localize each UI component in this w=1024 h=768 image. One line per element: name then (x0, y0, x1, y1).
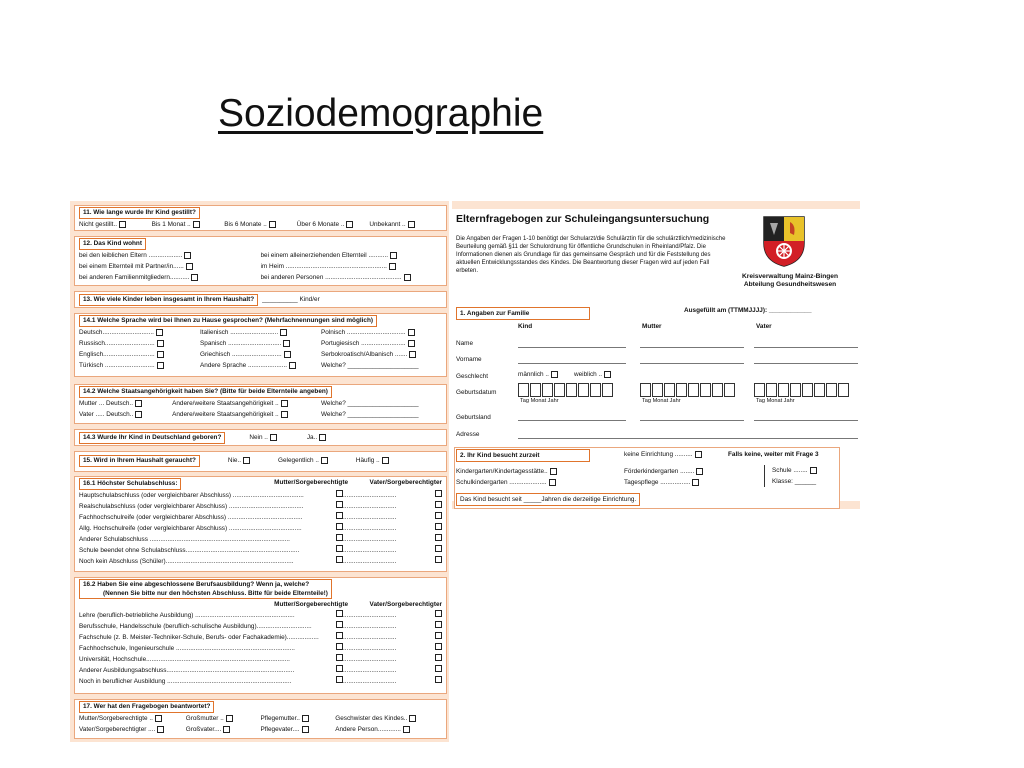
checkbox-mother[interactable] (336, 534, 343, 541)
training-row: Fachhochschule, Ingenieurschule ................................................................... (79, 645, 295, 652)
column-header-mother: Mutter (642, 323, 662, 330)
section-heading: 14.2 Welche Staatsangehörigkeit haben Sie? (Bitte für beide Elternteile angeben) (79, 386, 332, 398)
checkbox[interactable] (281, 411, 288, 418)
mother-first-name-field[interactable] (640, 363, 744, 364)
training-row: Anderer Ausbildungsabschluss........................................................................ (79, 667, 295, 674)
option[interactable]: bei einem Elternteil mit Partner/in...... (79, 261, 261, 272)
checkbox[interactable] (186, 263, 193, 270)
checkbox[interactable] (549, 479, 556, 486)
checkbox[interactable] (284, 351, 291, 358)
checkbox[interactable] (270, 434, 277, 441)
authority-label: Kreisverwaltung Mainz-Bingen Abteilung Gesundheitswesen (742, 273, 838, 288)
checkbox[interactable] (404, 274, 411, 281)
checkbox-father[interactable] (435, 523, 442, 530)
date-parts-label: Tag Monat Jahr (520, 398, 559, 404)
checkbox[interactable] (409, 715, 416, 722)
section-heading: 16.1 Höchster Schulabschluss: (79, 478, 181, 490)
option[interactable]: Deutsch............................. (79, 327, 200, 338)
school-row: Noch kein Abschluss (Schüler)........................................................................ (79, 558, 294, 565)
checkbox-father[interactable] (435, 610, 442, 617)
row-label-birth-country: Geburtsland (456, 414, 491, 421)
checkbox[interactable] (696, 468, 703, 475)
option-support-kindergarten[interactable]: Förderkindergarten ........ (624, 466, 703, 477)
section-17 (74, 699, 447, 739)
checkbox-mother[interactable] (336, 632, 343, 639)
checkbox[interactable] (382, 457, 389, 464)
checkbox[interactable] (346, 221, 353, 228)
checkbox[interactable] (810, 467, 817, 474)
checkbox[interactable] (157, 362, 164, 369)
section-14-3 (74, 429, 447, 446)
checkbox-father[interactable] (435, 632, 442, 639)
checkbox[interactable] (155, 715, 162, 722)
father-birth-country-field[interactable] (754, 420, 858, 421)
slide-title: Soziodemographie (218, 92, 544, 135)
training-row: Universität, Hochschule................................................................................. (79, 656, 290, 663)
section-heading: 15. Wird in Ihrem Haushalt geraucht? (79, 455, 200, 467)
option[interactable]: Pflegemutter.. (261, 713, 336, 724)
checkbox[interactable] (157, 726, 164, 733)
option[interactable]: Spanisch .............................. (200, 338, 321, 349)
section-12 (74, 236, 447, 286)
checkbox[interactable] (243, 457, 250, 464)
date-parts-label: Tag Monat Jahr (756, 398, 795, 404)
checkbox-father[interactable] (435, 545, 442, 552)
option[interactable]: Über 6 Monate .. (297, 219, 370, 230)
column-header-child: Kind (518, 323, 533, 330)
checkbox[interactable] (409, 351, 416, 358)
checkbox[interactable] (408, 329, 415, 336)
section-heading: 14.3 Wurde Ihr Kind in Deutschland geboren? (79, 432, 225, 444)
option[interactable]: Vater/Sorgeberechtigter .... (79, 724, 186, 735)
checkbox[interactable] (408, 340, 415, 347)
option[interactable]: Andere/weitere Staatsangehörigkeit .. (172, 398, 321, 409)
checkbox[interactable] (321, 457, 328, 464)
column-header-father: Vater/Sorgeberechtigter (369, 601, 442, 608)
option[interactable]: Häufig .. (356, 455, 389, 467)
checkbox[interactable] (135, 411, 142, 418)
section-heading: 13. Wie viele Kinder leben insgesamt in Ihrem Haushalt? (79, 294, 258, 306)
option[interactable]: Großmutter .. (186, 713, 261, 724)
option[interactable]: Russisch............................ (79, 338, 200, 349)
option[interactable]: Serbokroatisch/Albanisch ....... (321, 349, 442, 360)
option[interactable]: Türkisch ............................ (79, 360, 200, 371)
children-count-field[interactable]: __________ Kind/er (262, 296, 320, 303)
option[interactable]: Nein .. (249, 432, 276, 444)
section-11 (74, 205, 447, 231)
option[interactable]: Gelegentlich .. (278, 455, 328, 467)
checkbox[interactable] (319, 434, 326, 441)
option-kindergarten[interactable]: Kindergarten/Kindertagesstätte.. (456, 466, 557, 477)
skip-note: Falls keine, weiter mit Frage 3 (728, 451, 819, 458)
option-day-care[interactable]: Tagespflege ................. (624, 477, 699, 488)
column-header-father: Vater (756, 323, 772, 330)
school-row: Fachhochschulreife (oder vergleichbarer Abschluss) .......................................... (79, 514, 303, 521)
row-label-name: Name (456, 340, 474, 347)
option[interactable]: Großvater.... (186, 724, 261, 735)
checkbox[interactable] (390, 252, 397, 259)
row-label-gender: Geschlecht (456, 373, 488, 380)
checkbox-mother[interactable] (336, 523, 343, 530)
column-header-mother: Mutter/Sorgeberechtigte (274, 479, 348, 486)
training-row: Fachschule (z. B. Meister-Techniker-Schule, Berufs- oder Fachakademie).................. (79, 634, 319, 641)
section-14-2 (74, 384, 447, 424)
option[interactable]: Mutter/Sorgeberechtigte .. (79, 713, 186, 724)
checkbox-mother[interactable] (336, 490, 343, 497)
checkbox[interactable] (157, 340, 164, 347)
class-field[interactable]: Klasse: ______ (772, 478, 817, 485)
checkbox-mother[interactable] (336, 556, 343, 563)
option[interactable]: Unbekannt .. (369, 219, 442, 230)
checkbox[interactable] (550, 468, 557, 475)
checkbox-father[interactable] (435, 534, 442, 541)
checkbox[interactable] (403, 726, 410, 733)
row-label-address: Adresse (456, 431, 480, 438)
address-field[interactable] (518, 438, 858, 439)
mother-name-field[interactable] (640, 347, 744, 348)
checkbox-mother[interactable] (336, 610, 343, 617)
section-16-2: 16.2 Haben Sie eine abgeschlossene Berufsausbildung? Wenn ja, welche? (Nennen Sie bitte nur den höchsten Abschluss. Bitte für beide Elternteile!) Mutter/Sorgeberechtigte Vater/Sorgeberechtigter Lehre (beruflich-betriebliche Ausbildung) ........................................................ .............................. Berufsschule, Handelsschule (beruflich-schulische Ausbildung)............................... .............................. Fachschule (z. B. Meister-Techniker-Schule, Berufs- oder Fachakademie).................. .............................. Fachhochschule, Ingenieurschule ................................................................... .............................. Universität, Hochschule................................................................................. .............................. Anderer Ausbildungsabschluss........................................................................ .............................. Noch in beruflicher Ausbildung ...................................................................... .............................. (74, 577, 447, 694)
row-label-first-name: Vorname (456, 356, 482, 363)
father-first-name-field[interactable] (754, 363, 858, 364)
other-language-field[interactable]: Welche? ____________________ (321, 362, 419, 369)
section-heading: 1. Angaben zur Familie (456, 307, 590, 320)
option[interactable]: Ja.. (307, 432, 326, 444)
nationality-field[interactable]: Welche? ____________________ (321, 411, 419, 418)
option[interactable]: bei anderen Familienmitgliedern........... (79, 272, 261, 283)
checkbox-father[interactable] (435, 654, 442, 661)
questionnaire-page-right (452, 201, 860, 509)
form-intro: Die Angaben der Fragen 1-10 benötigt der Schularzt/die Schulärztin für die schulärztlich/medizinische Beurteilung gemäß §11 der Schulordnung für öffentliche Grundschulen in Rheinland/Pfalz. Die Informationen dienen als Grundlage für das gemeinsame Gespräch und für die Feststellung des aktuellen Entwicklungsstandes des Kindes. Die Beantwortung dieser Fragen wird auf jeden Fall erbeten. (456, 236, 726, 275)
child-birth-country-field[interactable] (518, 420, 626, 421)
checkbox[interactable] (695, 451, 702, 458)
school-row: Hauptschulabschluss (oder vergleichbarer Abschluss) ........................................ (79, 492, 304, 499)
section-14-1 (74, 313, 447, 377)
checkbox[interactable] (226, 715, 233, 722)
section-13 (74, 291, 447, 308)
school-row: Realschulabschluss (oder vergleichbarer Abschluss) .......................................... (79, 503, 304, 510)
divider (764, 465, 765, 487)
row-label-birthdate: Geburtsdatum (456, 389, 497, 396)
checkbox-father[interactable] (435, 501, 442, 508)
section-16-1: 16.1 Höchster Schulabschluss: Mutter/Sorgeberechtigte Vater/Sorgeberechtigter Hauptschulabschluss (oder vergleichbarer Abschluss) ........................................ .............................. Realschulabschluss (oder vergleichbarer Abschluss) .......................................... .............................. Fachhochschulreife (oder vergleichbarer Abschluss) .......................................... .............................. Allg. Hochschulreife (oder vergleichbarer Abschluss) ......................................... .............................. Anderer Schulabschluss ............................................................................... .............................. Schule beendet ohne Schulabschluss................................................................ .............................. Noch kein Abschluss (Schüler)........................................................................ .............................. (74, 476, 447, 572)
option[interactable]: Vater ..... Deutsch.. (79, 409, 172, 420)
option-school[interactable]: Schule ........ (772, 465, 817, 476)
option[interactable]: Bis 1 Monat .. (152, 219, 225, 230)
checkbox-father[interactable] (435, 490, 442, 497)
column-header-father: Vater/Sorgeberechtigter (369, 479, 442, 486)
option[interactable]: Nie.. (228, 455, 250, 467)
option[interactable]: Pflegevater.... (261, 724, 336, 735)
mother-birth-country-field[interactable] (640, 420, 744, 421)
checkbox[interactable] (551, 371, 558, 378)
father-name-field[interactable] (754, 347, 858, 348)
section-heading: 17. Wer hat den Fragebogen beantwortet? (79, 701, 214, 713)
school-row: Allg. Hochschulreife (oder vergleichbarer Abschluss) ......................................... (79, 525, 302, 532)
checkbox[interactable] (157, 351, 164, 358)
option-none[interactable]: keine Einrichtung .......... (624, 449, 702, 460)
checkbox-mother[interactable] (336, 676, 343, 683)
section-note: (Nennen Sie bitte nur den höchsten Abschluss. Bitte für beide Elternteile!) (103, 590, 328, 597)
filled-date-field[interactable]: Ausgefüllt am (TTMMJJJJ): ____________ (684, 307, 812, 314)
form-title: Elternfragebogen zur Schuleingangsuntersuchung (456, 213, 710, 225)
checkbox-mother[interactable] (336, 621, 343, 628)
school-row: Anderer Schulabschluss ............................................................................... (79, 536, 290, 543)
checkbox-father[interactable] (435, 676, 442, 683)
option[interactable]: Griechisch ............................ (200, 349, 321, 360)
option[interactable]: Andere/weitere Staatsangehörigkeit .. (172, 409, 321, 420)
gender-female-option[interactable]: weiblich .. (574, 369, 611, 380)
checkbox-father[interactable] (435, 621, 442, 628)
date-parts-label: Tag Monat Jahr (642, 398, 681, 404)
checkbox[interactable] (408, 221, 415, 228)
option[interactable]: Englisch............................. (79, 349, 200, 360)
checkbox[interactable] (193, 221, 200, 228)
training-row: Noch in beruflicher Ausbildung ...................................................................... (79, 678, 292, 685)
option[interactable]: im Heim ......................................................... (261, 261, 443, 272)
checkbox[interactable] (281, 400, 288, 407)
child-name-field[interactable] (518, 347, 626, 348)
checkbox[interactable] (302, 715, 309, 722)
option[interactable]: Andere Sprache ...................... (200, 360, 321, 371)
option[interactable]: Mutter ... Deutsch.. (79, 398, 172, 409)
nationality-field[interactable]: Welche? ____________________ (321, 400, 419, 407)
checkbox-mother[interactable] (336, 654, 343, 661)
checkbox[interactable] (283, 340, 290, 347)
checkbox-mother[interactable] (336, 665, 343, 672)
checkbox[interactable] (191, 274, 198, 281)
option[interactable]: Geschwister des Kindes.. (335, 713, 442, 724)
checkbox-mother[interactable] (336, 643, 343, 650)
checkbox[interactable] (389, 263, 396, 270)
checkbox[interactable] (302, 726, 309, 733)
option[interactable]: bei den leiblichen Eltern ................... (79, 250, 261, 261)
child-first-name-field[interactable] (518, 363, 626, 364)
section-heading: 12. Das Kind wohnt (79, 238, 146, 250)
option-school-kindergarten[interactable]: Schulkindergarten ..................... (456, 477, 556, 488)
checkbox-father[interactable] (435, 665, 442, 672)
section-heading: 14.1 Welche Sprache wird bei Ihnen zu Hause gesprochen? (Mehrfachnennungen sind möglich) (79, 315, 377, 327)
option[interactable]: bei einem alleinerziehenden Elternteil ........... (261, 250, 443, 261)
checkbox-mother[interactable] (336, 545, 343, 552)
option[interactable]: Polnisch ................................. (321, 327, 442, 338)
checkbox[interactable] (280, 329, 287, 336)
checkbox[interactable] (289, 362, 296, 369)
checkbox[interactable] (119, 221, 126, 228)
option[interactable]: Bis 6 Monate .. (224, 219, 297, 230)
checkbox-mother[interactable] (336, 501, 343, 508)
column-header-mother: Mutter/Sorgeberechtigte (274, 601, 348, 608)
training-row: Lehre (beruflich-betriebliche Ausbildung) ........................................................ (79, 612, 295, 619)
option[interactable]: Portugiesisch ......................... (321, 338, 442, 349)
checkbox[interactable] (269, 221, 276, 228)
checkbox[interactable] (604, 371, 611, 378)
section-heading: 2. Ihr Kind besucht zurzeit (456, 449, 590, 462)
option[interactable]: Italienisch ........................... (200, 327, 321, 338)
coat-of-arms-icon (762, 213, 806, 267)
questionnaire-page-left (70, 201, 449, 742)
checkbox-mother[interactable] (336, 512, 343, 519)
checkbox[interactable] (223, 726, 230, 733)
school-row: Schule beendet ohne Schulabschluss................................................................ (79, 547, 300, 554)
attendance-years-field[interactable]: Das Kind besucht seit _____Jahren die derzeitige Einrichtung. (456, 493, 640, 506)
section-15 (74, 451, 447, 472)
checkbox[interactable] (156, 329, 163, 336)
checkbox[interactable] (692, 479, 699, 486)
checkbox-father[interactable] (435, 556, 442, 563)
option[interactable]: Andere Person............. (335, 724, 442, 735)
section-heading: 16.2 Haben Sie eine abgeschlossene Berufsausbildung? Wenn ja, welche? (Nennen Sie bitte nur den höchsten Abschluss. Bitte für beide Elternteile!) (79, 579, 332, 599)
training-row: Berufsschule, Handelsschule (beruflich-schulische Ausbildung)............................... (79, 623, 312, 630)
gender-male-option[interactable]: männlich .. (518, 369, 558, 380)
section-heading: 11. Wie lange wurde Ihr Kind gestillt? (79, 207, 200, 219)
option[interactable]: bei anderen Personen ........................................... (261, 272, 443, 283)
checkbox[interactable] (184, 252, 191, 259)
option[interactable]: Nicht gestillt.. (79, 219, 152, 230)
checkbox[interactable] (135, 400, 142, 407)
checkbox-father[interactable] (435, 512, 442, 519)
checkbox-father[interactable] (435, 643, 442, 650)
